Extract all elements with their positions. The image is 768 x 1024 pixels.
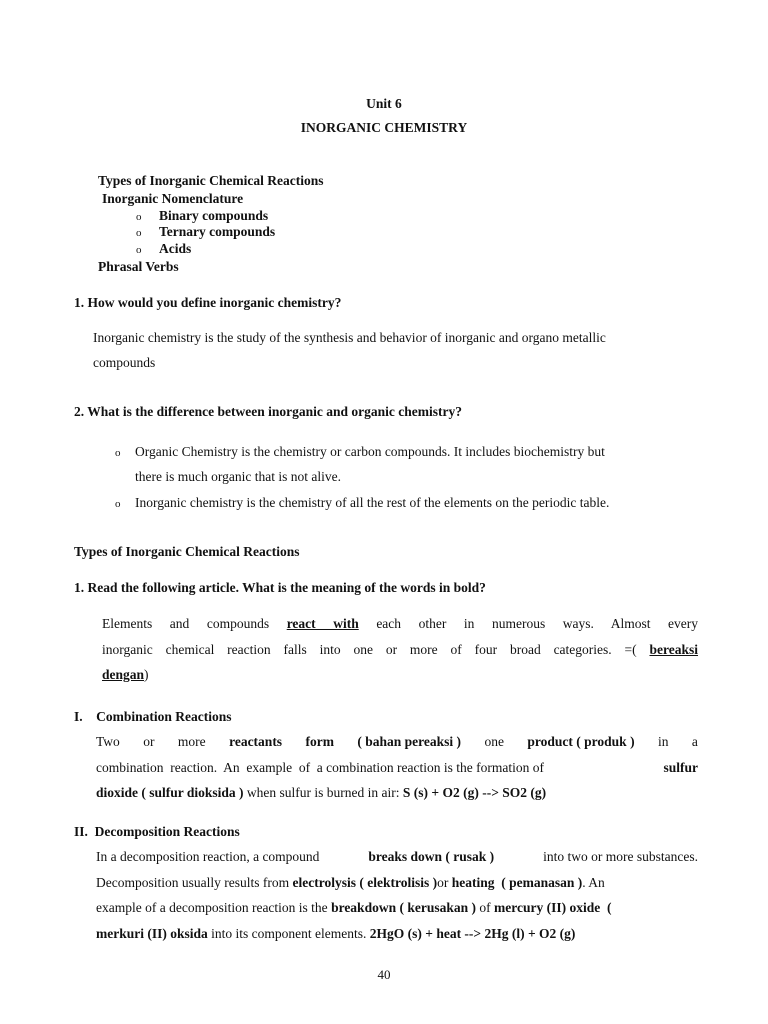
decomposition-heading: II. Decomposition Reactions (74, 824, 240, 839)
list-bullet: o (115, 447, 121, 459)
answer-2-bullet-1: Organic Chemistry is the chemistry or carbon compounds. It includes biochemistry but (135, 444, 605, 459)
toc-item-nomenclature: Inorganic Nomenclature (102, 191, 244, 206)
toc-bullet: o (136, 211, 142, 223)
list-bullet: o (115, 498, 121, 510)
reading-task: 1. Read the following article. What is the meaning of the words in bold? (74, 580, 486, 595)
answer-1-line: compounds (93, 355, 156, 370)
page-title: INORGANIC CHEMISTRY (300, 120, 468, 135)
toc-sub-binary: Binary compounds (159, 208, 269, 223)
answer-2-bullet-2: Inorganic chemistry is the chemistry of all the rest of the elements on the periodic table. (135, 495, 610, 510)
paragraph-line: In a decomposition reaction, a compound breaks down ( rusak ) into two or more substances. (96, 849, 698, 864)
paragraph-line: inorganic chemical reaction falls into one or more of four broad categories. =( bereaksi (102, 642, 698, 657)
question-2: 2. What is the difference between inorganic and organic chemistry? (74, 404, 462, 419)
toc-bullet: o (136, 244, 142, 256)
answer-1-line: Inorganic chemistry is the study of the synthesis and behavior of inorganic and organo metallic (93, 330, 606, 345)
chemical-equation: S (s) + O2 (g) --> SO2 (g) (402, 785, 547, 800)
section-heading: Types of Inorganic Chemical Reactions (74, 544, 300, 559)
answer-2-bullet-1-cont: there is much organic that is not alive. (135, 469, 341, 484)
toc-sub-ternary: Ternary compounds (159, 224, 276, 239)
paragraph-line: Two or more reactants form ( bahan pereaksi ) one product ( produk ) in a (96, 734, 698, 749)
paragraph-line: combination reaction. An example of a combination reaction is the formation of sulfur (96, 760, 698, 775)
combination-heading: I. Combination Reactions (74, 709, 232, 724)
bold-term: dengan (102, 667, 145, 682)
unit-label: Unit 6 (366, 96, 402, 111)
paragraph-line: dengan) (102, 667, 149, 682)
question-1: 1. How would you define inorganic chemistry? (74, 295, 342, 310)
paragraph-line: Decomposition usually results from electrolysis ( elektrolisis )or heating ( pemanasan ). An (96, 875, 605, 890)
toc-item-reactions: Types of Inorganic Chemical Reactions (98, 173, 324, 188)
chemical-equation: 2HgO (s) + heat --> 2Hg (l) + O2 (g) (369, 926, 576, 941)
toc-item-phrasal-verbs: Phrasal Verbs (98, 259, 179, 274)
paragraph-line: dioxide ( sulfur dioksida ) when sulfur is burned in air: S (s) + O2 (g) --> SO2 (g) (96, 785, 547, 800)
bold-term: react with (286, 616, 359, 631)
paragraph-line: Elements and compounds react with each other in numerous ways. Almost every (102, 616, 699, 631)
paragraph-line: example of a decomposition reaction is the breakdown ( kerusakan ) of mercury (II) oxide ( (96, 900, 612, 915)
toc-sub-acids: Acids (159, 241, 192, 256)
paragraph-line: merkuri (II) oksida into its component elements. 2HgO (s) + heat --> 2Hg (l) + O2 (g) (96, 926, 576, 941)
page-number: 40 (377, 967, 391, 982)
toc-bullet: o (136, 227, 142, 239)
bold-term: bereaksi (649, 642, 698, 657)
